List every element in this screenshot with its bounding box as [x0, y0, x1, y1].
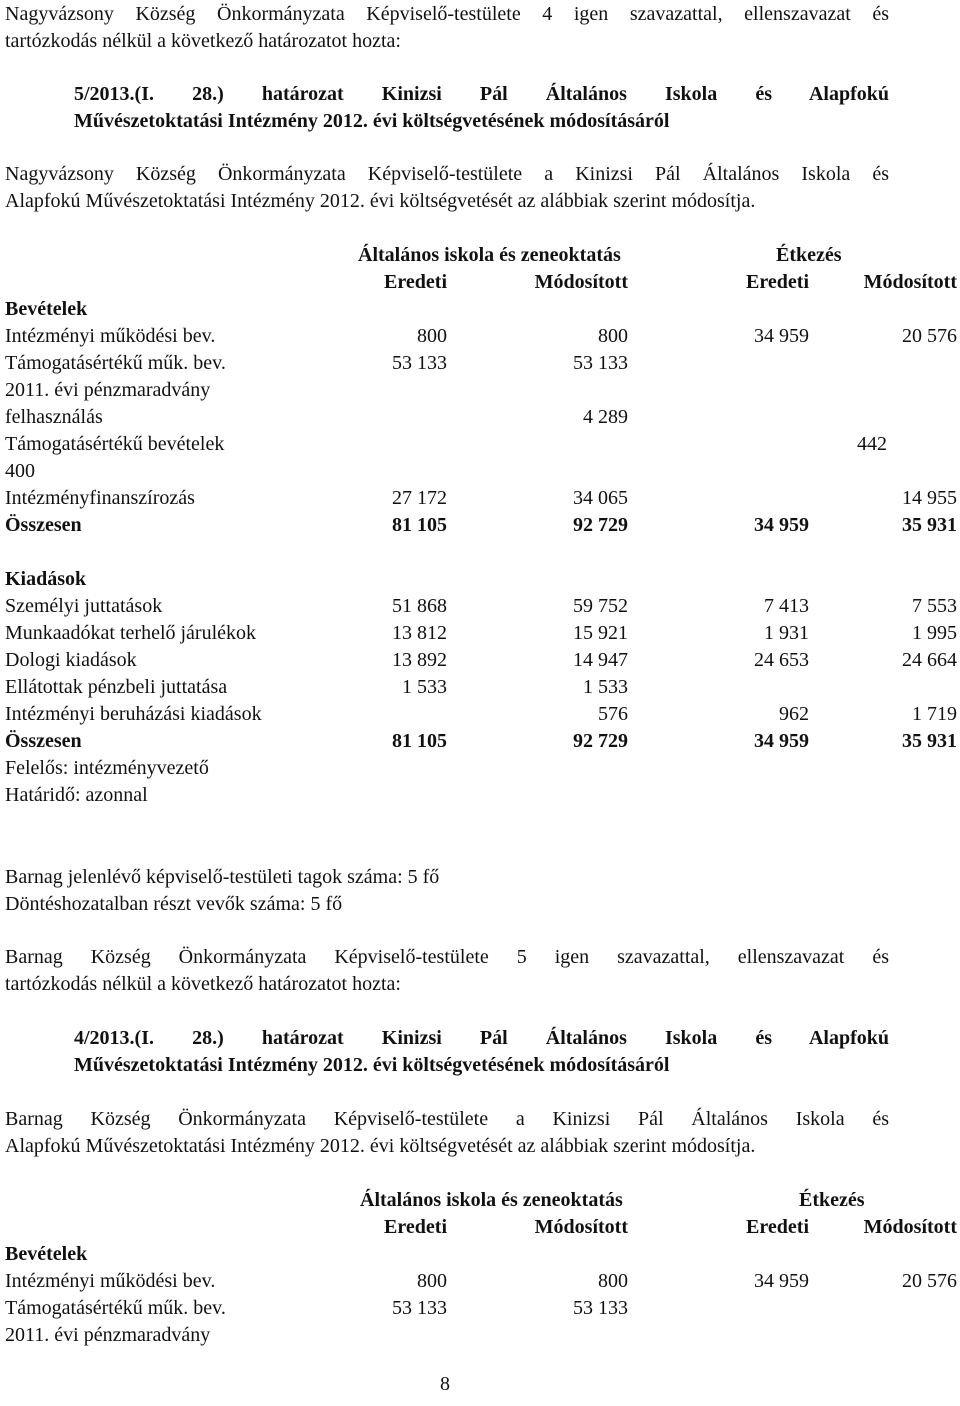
col-original: Eredeti [746, 1216, 809, 1238]
cell-value: 34 959 [754, 514, 809, 536]
col-modified: Módosított [863, 271, 957, 293]
resolution-title-line-2: Művészetoktatási Intézmény 2012. évi költségvetésének módosításáról [74, 110, 670, 132]
col-original: Eredeti [384, 1216, 447, 1238]
cell-value: 4 289 [583, 406, 628, 428]
revenue-header-label: Bevételek [5, 298, 88, 320]
cell-value: 53 133 [392, 1297, 447, 1319]
cell-value: 34 959 [754, 730, 809, 752]
row-label: Intézményfinanszírozás [5, 487, 195, 509]
cell-value: 34 959 [754, 1270, 809, 1292]
row-label: Támogatásértékű műk. bev. [5, 1297, 226, 1319]
cell-value: 13 892 [392, 649, 447, 671]
row-label: Összesen [5, 730, 82, 752]
cell-value: 34 959 [754, 325, 809, 347]
barnag-resolution-title-line-1: 4/2013.(I. 28.) határozat Kinizsi Pál Általános Iskola és Alapfokú [74, 1027, 889, 1049]
group-school-music: Általános iskola és zeneoktatás [358, 244, 621, 266]
table-row [0, 405, 960, 429]
cell-value: 51 868 [392, 595, 447, 617]
group-meals: Étkezés [776, 244, 842, 266]
intro-paragraph-line-2: tartózkodás nélkül a következő határozatot hozta: [5, 30, 401, 52]
cell-value: 1 931 [764, 622, 809, 644]
row-label: Dologi kiadások [5, 649, 137, 671]
page-number: 8 [440, 1373, 450, 1395]
cell-value: 14 947 [573, 649, 628, 671]
cell-value: 53 133 [392, 352, 447, 374]
cell-value: 20 576 [902, 1270, 957, 1292]
row-label: Intézményi beruházási kiadások [5, 703, 262, 725]
barnag-intro-line-1: Barnag Község Önkormányzata Képviselő-testülete 5 igen szavazattal, ellenszavazat és [5, 946, 889, 968]
barnag-deciding-members: Döntéshozatalban részt vevők száma: 5 fő [5, 893, 343, 915]
table-row [0, 486, 960, 510]
row-label: Összesen [5, 514, 82, 536]
cell-value: 442 [857, 433, 887, 455]
row-label: felhasználás [5, 406, 103, 428]
cell-value: 14 955 [902, 487, 957, 509]
table-column-header [0, 270, 960, 294]
table-row [0, 675, 960, 699]
cell-value: 59 752 [573, 595, 628, 617]
cell-value: 81 105 [392, 730, 447, 752]
expense-header-label: Kiadások [5, 568, 87, 590]
table-row [0, 648, 960, 672]
revenue-section-header [0, 297, 960, 321]
barnag-present-members: Barnag jelenlévő képviselő-testületi tagok száma: 5 fő [5, 866, 440, 888]
revenue-total-row [0, 513, 960, 537]
table-row [0, 1269, 960, 1293]
table-row [0, 1323, 960, 1347]
cell-value: 92 729 [573, 730, 628, 752]
table-row [0, 351, 960, 375]
cell-value: 800 [417, 325, 447, 347]
barnag-intro-line-2: tartózkodás nélkül a következő határozatot hozta: [5, 973, 401, 995]
row-label: 2011. évi pénzmaradvány [5, 1324, 211, 1346]
cell-value: 7 553 [912, 595, 957, 617]
cell-value: 15 921 [573, 622, 628, 644]
table-column-header [0, 1215, 960, 1239]
cell-value: 13 812 [392, 622, 447, 644]
group-meals: Étkezés [799, 1189, 865, 1211]
expense-total-row [0, 729, 960, 753]
col-modified: Módosított [863, 1216, 957, 1238]
row-label: Támogatásértékű bevételek [5, 433, 225, 455]
cell-value: 92 729 [573, 514, 628, 536]
row-label: Támogatásértékű műk. bev. [5, 352, 226, 374]
deadline-line: Határidő: azonnal [5, 784, 148, 806]
cell-value: 35 931 [902, 730, 957, 752]
cell-value: 1 533 [583, 676, 628, 698]
cell-value: 35 931 [902, 514, 957, 536]
row-label: Intézményi működési bev. [5, 1270, 216, 1292]
cell-value: 800 [417, 1270, 447, 1292]
intro-paragraph-line-1: Nagyvázsony Község Önkormányzata Képviselő-testülete 4 igen szavazattal, ellenszavazat és [5, 3, 889, 25]
col-original: Eredeti [384, 271, 447, 293]
table-row [0, 324, 960, 348]
row-label: Ellátottak pénzbeli juttatása [5, 676, 228, 698]
table-row [0, 702, 960, 726]
table-row [0, 378, 960, 402]
revenue-header-label: Bevételek [5, 1243, 88, 1265]
table-row [0, 459, 960, 483]
row-label: Személyi juttatások [5, 595, 163, 617]
responsible-line: Felelős: intézményvezető [5, 757, 209, 779]
cell-value: 962 [779, 703, 809, 725]
cell-value: 1 533 [402, 676, 447, 698]
body-paragraph-line-1: Nagyvázsony Község Önkormányzata Képviselő-testülete a Kinizsi Pál Általános Iskola és [5, 163, 889, 185]
col-modified: Módosított [534, 271, 628, 293]
cell-value: 34 065 [573, 487, 628, 509]
cell-value: 24 653 [754, 649, 809, 671]
body-paragraph-line-2: Alapfokú Művészetoktatási Intézmény 2012. évi költségvetését az alábbiak szerint módosítja. [5, 190, 756, 212]
table-row [0, 594, 960, 618]
resolution-title-line-1: 5/2013.(I. 28.) határozat Kinizsi Pál Általános Iskola és Alapfokú [74, 83, 889, 105]
col-modified: Módosított [534, 1216, 628, 1238]
table-group-header [0, 243, 960, 267]
barnag-resolution-title-line-2: Művészetoktatási Intézmény 2012. évi költségvetésének módosításáról [74, 1054, 670, 1076]
col-original: Eredeti [746, 271, 809, 293]
table-group-header [0, 1188, 960, 1212]
cell-value: 53 133 [573, 1297, 628, 1319]
row-label: Munkaadókat terhelő járulékok [5, 622, 257, 644]
cell-value: 1 719 [912, 703, 957, 725]
cell-value: 800 [598, 325, 628, 347]
barnag-body-line-2: Alapfokú Művészetoktatási Intézmény 2012. évi költségvetését az alábbiak szerint módosítja. [5, 1135, 756, 1157]
row-label: 400 [5, 460, 35, 482]
revenue-section-header [0, 1242, 960, 1266]
group-school-music: Általános iskola és zeneoktatás [360, 1189, 623, 1211]
cell-value: 53 133 [573, 352, 628, 374]
row-label: Intézményi működési bev. [5, 325, 216, 347]
table-row [0, 1296, 960, 1320]
cell-value: 800 [598, 1270, 628, 1292]
cell-value: 576 [598, 703, 628, 725]
cell-value: 1 995 [912, 622, 957, 644]
cell-value: 20 576 [902, 325, 957, 347]
cell-value: 24 664 [902, 649, 957, 671]
cell-value: 7 413 [764, 595, 809, 617]
barnag-body-line-1: Barnag Község Önkormányzata Képviselő-testülete a Kinizsi Pál Általános Iskola és [5, 1108, 889, 1130]
cell-value: 81 105 [392, 514, 447, 536]
table-row [0, 432, 960, 456]
cell-value: 27 172 [392, 487, 447, 509]
table-row [0, 621, 960, 645]
row-label: 2011. évi pénzmaradvány [5, 379, 211, 401]
expense-section-header [0, 567, 960, 591]
